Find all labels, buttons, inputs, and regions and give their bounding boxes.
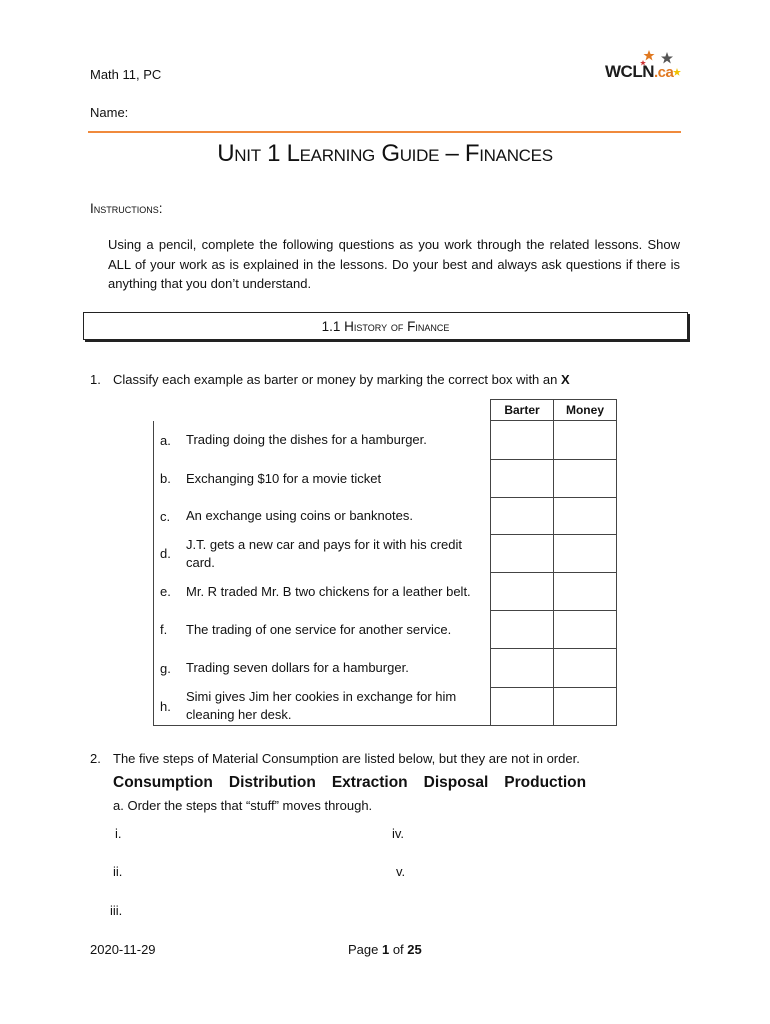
row-letter: b.	[160, 471, 171, 486]
page-prefix: Page	[348, 942, 382, 957]
table-row	[154, 688, 617, 726]
row-text: An exchange using coins or banknotes.	[186, 508, 413, 523]
row-text: Trading seven dollars for a hamburger.	[186, 660, 409, 675]
name-label: Name:	[90, 105, 129, 120]
answer-blank-label: iii.	[110, 903, 123, 918]
row-text: Mr. R traded Mr. B two chickens for a leather belt.	[186, 583, 471, 599]
question-number: 2.	[90, 751, 101, 766]
row-letter: c.	[160, 508, 171, 524]
instructions-body: Using a pencil, complete the following questions as you work through the related lessons. Show ALL of your work as is explained in the lessons. Do your best and always ask questions if there is anything that you don’t understand.	[108, 237, 680, 291]
barter-checkbox[interactable]	[491, 421, 554, 460]
money-checkbox[interactable]	[554, 573, 617, 611]
wcln-logo	[605, 48, 685, 84]
money-checkbox[interactable]	[554, 421, 617, 460]
answer-blank-label: ii.	[113, 864, 123, 879]
logo-suffix: .ca	[653, 64, 674, 81]
logo-text: WCLN	[605, 62, 654, 81]
question-text: Classify each example as barter or money by marking the correct box with an	[113, 372, 561, 387]
barter-checkbox[interactable]	[491, 535, 554, 573]
answer-blank-label: i.	[115, 826, 122, 841]
step-item: Extraction	[331, 774, 408, 791]
question-1	[90, 372, 570, 387]
column-header-barter: Barter	[491, 400, 554, 421]
barter-checkbox[interactable]	[491, 460, 554, 498]
row-letter: g.	[160, 660, 171, 676]
barter-checkbox[interactable]	[491, 573, 554, 611]
table-row	[154, 611, 617, 649]
instructions-heading: Instructions:	[90, 201, 163, 216]
row-text: Trading doing the dishes for a hamburger.	[186, 432, 427, 447]
barter-checkbox[interactable]	[491, 688, 554, 726]
subquestion-a: a. Order the steps that “stuff” moves through.	[113, 798, 373, 813]
money-checkbox[interactable]	[554, 611, 617, 649]
row-text: Simi gives Jim her cookies in exchange for him cleaning her desk.	[186, 689, 457, 723]
page-number	[348, 942, 422, 957]
header-divider	[88, 131, 681, 133]
column-header-money: Money	[554, 400, 617, 421]
step-item: Production	[504, 774, 587, 791]
money-checkbox[interactable]	[554, 460, 617, 498]
answer-blank-label: iv.	[392, 826, 405, 841]
table-row	[154, 460, 617, 498]
page-current: 1	[381, 942, 390, 957]
page-total: 25	[407, 942, 422, 957]
barter-checkbox[interactable]	[491, 649, 554, 688]
steps-list	[113, 774, 602, 792]
page-title: Unit 1 Learning Guide – Finances	[217, 140, 553, 167]
step-item: Disposal	[423, 774, 489, 791]
row-text: J.T. gets a new car and pays for it with his credit card.	[186, 536, 463, 570]
table-header-row	[154, 400, 617, 421]
row-letter: f.	[160, 622, 168, 637]
table-row	[154, 421, 617, 460]
money-checkbox[interactable]	[554, 535, 617, 573]
barter-checkbox[interactable]	[491, 611, 554, 649]
table-row	[154, 573, 617, 611]
question-text: The five steps of Material Consumption are listed below, but they are not in order.	[113, 751, 580, 766]
step-item: Distribution	[228, 774, 316, 791]
row-letter: h.	[160, 698, 171, 714]
section-title: 1.1 History of Finance	[321, 318, 450, 334]
money-checkbox[interactable]	[554, 498, 617, 535]
table-row	[154, 649, 617, 688]
row-letter: e.	[160, 584, 171, 599]
mark-symbol: X	[560, 372, 570, 387]
table-row	[154, 535, 617, 573]
question-number: 1.	[90, 372, 101, 387]
answer-blank-label: v.	[396, 864, 406, 879]
classification-table	[153, 399, 617, 726]
row-letter: d.	[160, 546, 171, 561]
section-header	[83, 312, 688, 340]
table-corner	[154, 400, 491, 421]
money-checkbox[interactable]	[554, 688, 617, 726]
question-2	[90, 751, 680, 766]
row-letter: a.	[160, 432, 171, 448]
course-label: Math 11, PC	[90, 67, 162, 82]
row-text: Exchanging $10 for a movie ticket	[186, 470, 382, 486]
step-item: Consumption	[113, 774, 213, 791]
money-checkbox[interactable]	[554, 649, 617, 688]
footer-date: 2020-11-29	[90, 942, 156, 957]
page-of: of	[389, 942, 408, 957]
row-text: The trading of one service for another service.	[186, 621, 452, 637]
barter-checkbox[interactable]	[491, 498, 554, 535]
table-row	[154, 498, 617, 535]
